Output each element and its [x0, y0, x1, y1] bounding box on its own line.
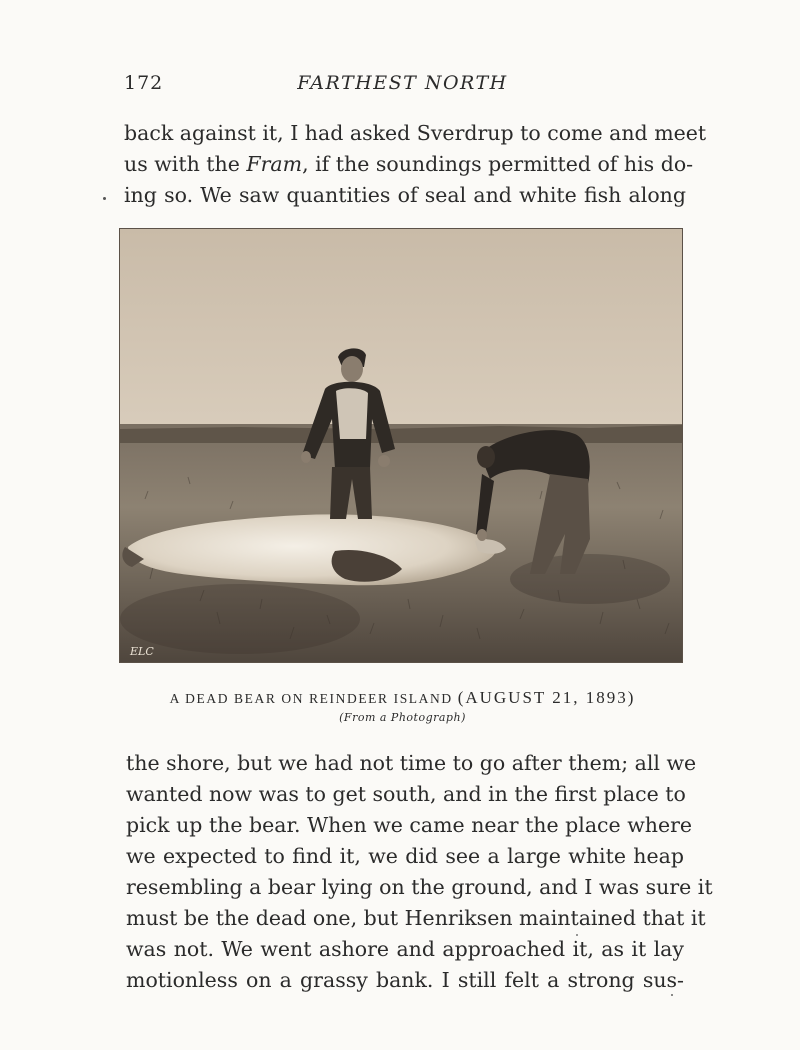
- text-line: ing so. We saw quantities of seal and white fish along: [124, 183, 686, 207]
- photo-plate: [119, 228, 683, 663]
- sky: [120, 229, 682, 429]
- text-line: we expected to find it, we did see a large white heap: [126, 844, 684, 868]
- running-head: FARTHEST NORTH: [297, 72, 508, 94]
- text-line: resembling a bear lying on the ground, and I was sure it: [126, 875, 713, 899]
- caption-date: (AUGUST 21, 1893): [457, 688, 636, 707]
- bottom-paragraph: [126, 748, 713, 996]
- text-line-with-italic: [124, 149, 694, 180]
- text-line: wanted now was to get south, and in the first place to: [126, 782, 686, 806]
- bear-photograph: [120, 229, 682, 662]
- margin-mark: [103, 197, 106, 200]
- page-header: [120, 72, 685, 100]
- plate-subcaption: (From a Photograph): [339, 711, 466, 724]
- engraver-monogram: ELC: [130, 645, 154, 658]
- text-fragment: , if the soundings permitted of his do-: [302, 152, 694, 176]
- plate-caption: [120, 688, 685, 708]
- text-line: back against it, I had asked Sverdrup to come and meet: [124, 121, 707, 145]
- margin-mark: [671, 994, 673, 996]
- top-paragraph: [124, 118, 707, 211]
- text-line: pick up the bear. When we came near the place where: [126, 813, 693, 837]
- text-fragment: us with the: [124, 152, 247, 176]
- margin-mark: [576, 934, 578, 936]
- dark-patch: [120, 584, 360, 654]
- text-line: the shore, but we had not time to go after them; all we: [126, 751, 697, 775]
- text-line: motionless on a grassy bank. I still felt a strong sus-: [126, 968, 684, 992]
- caption-title: A DEAD BEAR ON REINDEER ISLAND: [169, 691, 453, 706]
- text-line: must be the dead one, but Henriksen maintained that it: [126, 906, 706, 930]
- ship-name-italic: Fram: [246, 152, 303, 176]
- text-line: was not. We went ashore and approached it, as it lay: [126, 937, 684, 961]
- page-number: 172: [124, 72, 164, 94]
